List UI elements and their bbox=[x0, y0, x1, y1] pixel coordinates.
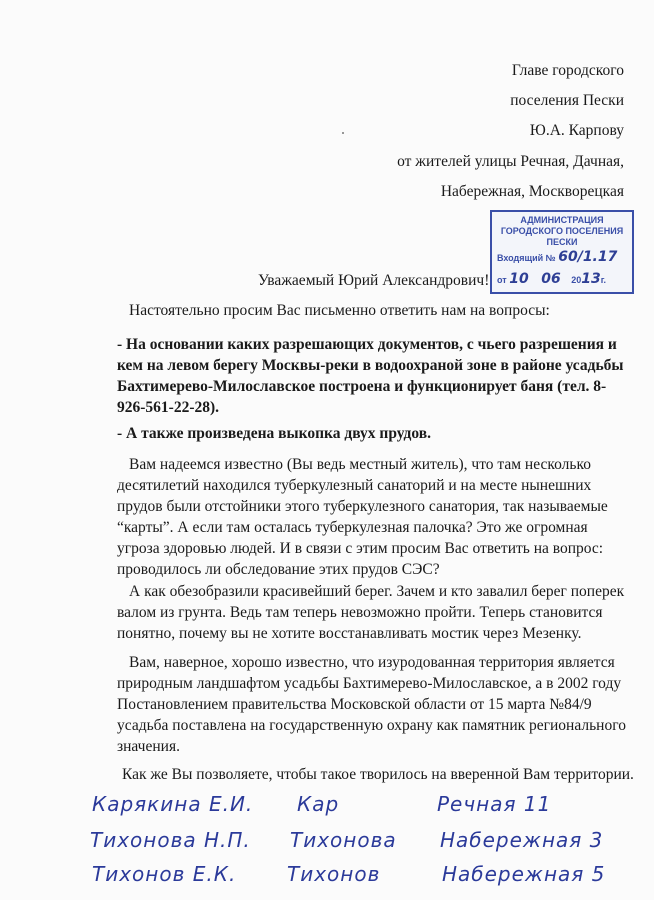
addressee-line-4: от жителей улицы Речная, Дачная, bbox=[397, 153, 624, 170]
p6-line: Постановлением правительства Московской области от 15 марта №84/9 bbox=[117, 696, 592, 713]
signature-name: Карякина Е.И. bbox=[92, 792, 254, 816]
signature-name: Тихонова Н.П. bbox=[90, 828, 251, 852]
p5-line: валом из грунта. Ведь там теперь невозможно пройти. Теперь становится bbox=[117, 604, 603, 621]
paragraph-1 bbox=[117, 300, 627, 321]
p4-line: десятилетий находился туберкулезный санаторий и на месте нынешних bbox=[117, 477, 592, 494]
p4-line: проводилось ли обследование этих прудов СЭС? bbox=[117, 561, 440, 578]
signature-address: Набережная 5 bbox=[442, 862, 606, 886]
stamp-day: 10 bbox=[509, 271, 529, 287]
registration-stamp bbox=[490, 210, 634, 294]
paragraph-7 bbox=[122, 764, 632, 785]
p3-line: - А также произведена выкопка двух прудов. bbox=[117, 425, 431, 442]
greeting: Уважаемый Юрий Александрович! bbox=[258, 272, 490, 289]
paragraph-2 bbox=[117, 334, 627, 418]
signature-name: Тихонов Е.К. bbox=[92, 862, 237, 886]
stamp-line-2: ГОРОДСКОГО ПОСЕЛЕНИЯ bbox=[500, 226, 624, 236]
stamp-year-suffix: 13 bbox=[581, 271, 601, 287]
stamp-date-prefix: от bbox=[497, 275, 507, 285]
p7-line: Как же Вы позволяете, чтобы такое творилось на вверенной Вам территории. bbox=[122, 766, 634, 783]
p2-line: - На основании каких разрешающих документов, с чьего разрешения и bbox=[117, 336, 617, 353]
addressee-line-5: Набережная, Москворецкая bbox=[440, 183, 624, 200]
p5-line: понятно, почему вы не хотите восстанавливать мостик через Мезенку. bbox=[117, 625, 582, 642]
signature-mark: Тихонова bbox=[290, 828, 397, 852]
stamp-incoming-row bbox=[497, 249, 618, 265]
stamp-month: 06 bbox=[541, 271, 561, 287]
p4-line: угроза здоровью людей. И в связи с этим просим Вас ответить на вопрос: bbox=[117, 540, 604, 557]
speck bbox=[342, 132, 344, 134]
p6-line: Вам, наверное, хорошо известно, что изуродованная территория является bbox=[129, 654, 615, 671]
stamp-date-row bbox=[497, 271, 607, 287]
p2-line: 926-561-22-28). bbox=[117, 399, 220, 416]
signature-address: Набережная 3 bbox=[440, 828, 604, 852]
paragraph-6 bbox=[117, 652, 627, 757]
stamp-line-3: ПЕСКИ bbox=[546, 237, 578, 247]
addressee-line-2: поселения Пески bbox=[510, 92, 624, 109]
p6-line: значения. bbox=[117, 738, 180, 755]
p1-line: Настоятельно просим Вас письменно ответить нам на вопросы: bbox=[129, 302, 550, 319]
stamp-incoming-number: 60/1.17 bbox=[558, 249, 618, 265]
p5-line: А как обезобразили красивейший берег. Зачем и кто завалил берег поперек bbox=[129, 583, 625, 600]
stamp-incoming-label: Входящий № bbox=[497, 253, 556, 263]
paragraph-3 bbox=[117, 423, 627, 444]
signature-mark: Кар bbox=[297, 792, 340, 816]
p6-line: усадьба поставлена на государственную охрану как памятник регионального bbox=[117, 717, 626, 734]
paragraph-4 bbox=[117, 454, 627, 580]
p6-line: природным ландшафтом усадьбы Бахтимерево-Милославское, а в 2002 году bbox=[117, 675, 622, 692]
stamp-year-prefix: 20 bbox=[571, 275, 582, 285]
p4-line: прудов были отстойники этого туберкулезного санатория, так называемые bbox=[117, 498, 608, 515]
stamp-year-end: г. bbox=[600, 275, 607, 285]
p2-line: Бахтимерево-Милославское построена и функционирует баня (тел. 8- bbox=[117, 378, 607, 395]
addressee-line-1: Главе городского bbox=[511, 62, 624, 79]
signature-mark: Тихонов bbox=[287, 862, 381, 886]
p4-line: “карты”. А если там осталась туберкулезная палочка? Это же огромная bbox=[117, 519, 588, 536]
signature-address: Речная 11 bbox=[437, 792, 552, 816]
stamp-line-1: АДМИНИСТРАЦИЯ bbox=[520, 215, 604, 225]
addressee-line-3: Ю.А. Карпову bbox=[529, 122, 624, 139]
p2-line: кем на левом берегу Москвы-реки в водоохраной зоне в районе усадьбы bbox=[117, 357, 624, 374]
p4-line: Вам надеемся известно (Вы ведь местный житель), что там несколько bbox=[129, 456, 591, 473]
paragraph-5 bbox=[117, 581, 627, 644]
